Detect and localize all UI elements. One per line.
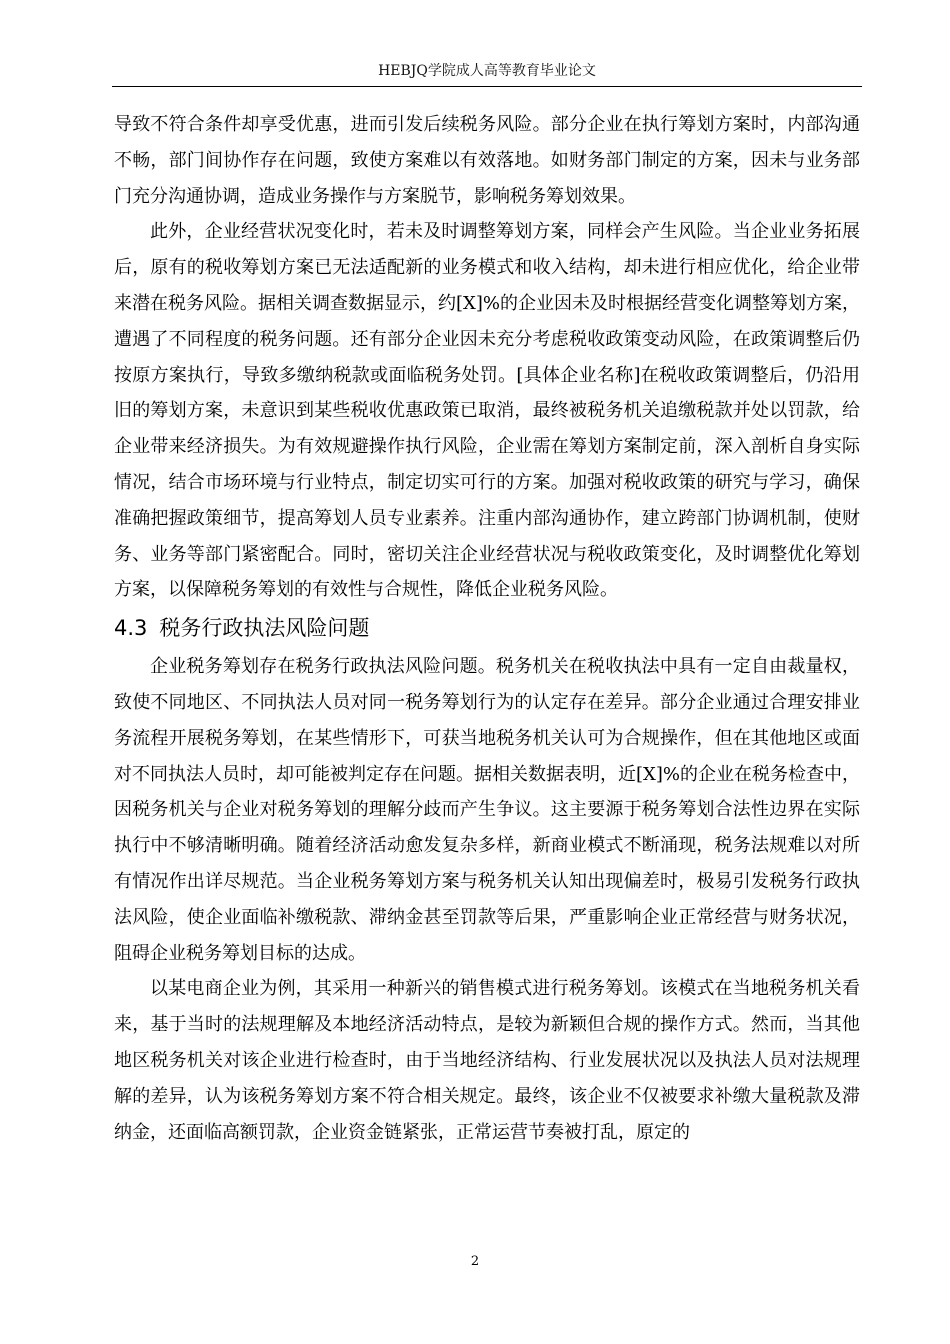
paragraph-enforcement-risk: 企业税务筹划存在税务行政执法风险问题。税务机关在税收执法中具有一定自由裁量权，致使不同地区、不同执法人员对同一税务筹划行为的认定存在差异。部分企业通过合理安排业务流程开展税务筹划，在某些情形下，可获当地税务机关认可为合规操作，但在其他地区或面对不同执法人员时，却可能被判定存在问题。据相关数据表明，近[X]%的企业在税务检查中，因税务机关与企业对税务筹划的理解分歧而产生争议。这主要源于税务筹划合法性边界在实际执行中不够清晰明确。随着经济活动愈发复杂多样，新商业模式不断涌现，税务法规难以对所有情况作出详尽规范。当企业税务筹划方案与税务机关认知出现偏差时，极易引发税务行政执法风险，使企业面临补缴税款、滞纳金甚至罚款等后果，严重影响企业正常经营与财务状况，阻碍企业税务筹划目标的达成。	[114, 656, 860, 964]
paragraph-case-example: 以某电商企业为例，其采用一种新兴的销售模式进行税务筹划。该模式在当地税务机关看来，基于当时的法规理解及本地经济活动特点，是较为新颖但合规的操作方式。然而，当其他地区税务机关对该企业进行检查时，由于当地经济结构、行业发展状况以及执法人员对法规理解的差异，认为该税务筹划方案不符合相关规定。最终，该企业不仅被要求补缴大量税款及滞纳金，还面临高额罚款，企业资金链紧张，正常运营节奏被打乱，原定的	[114, 978, 860, 1143]
page-header: HEBJQ学院成人高等教育毕业论文	[378, 63, 596, 79]
page-number: 2	[470, 1254, 480, 1269]
section-number: 4.3	[114, 616, 148, 641]
paragraph-operation-risk: 此外，企业经营状况变化时，若未及时调整筹划方案，同样会产生风险。当企业业务拓展后，原有的税收筹划方案已无法适配新的业务模式和收入结构，却未进行相应优化，给企业带来潜在税务风险。据相关调查数据显示，约[X]%的企业因未及时根据经营变化调整筹划方案，遭遇了不同程度的税务问题。还有部分企业因未充分考虑税收政策变动风险，在政策调整后仍按原方案执行，导致多缴纳税款或面临税务处罚。[具体企业名称]在税收政策调整后，仍沿用旧的筹划方案，未意识到某些税收优惠政策已取消，最终被税务机关追缴税款并处以罚款，给企业带来经济损失。为有效规避操作执行风险，企业需在筹划方案制定前，深入剖析自身实际情况，结合市场环境与行业特点，制定切实可行的方案。加强对税收政策的研究与学习，确保准确把握政策细节，提高筹划人员专业素养。注重内部沟通协作，建立跨部门协调机制，使财务、业务等部门紧密配合。同时，密切关注企业经营状况与税收政策变化，及时调整优化筹划方案，以保障税务筹划的有效性与合规性，降低企业税务风险。	[114, 221, 860, 601]
page-body	[114, 107, 860, 1150]
header-divider	[112, 86, 862, 87]
section-heading	[114, 610, 860, 646]
section-title: 税务行政执法风险问题	[159, 616, 370, 641]
paragraph-continuation: 导致不符合条件却享受优惠，进而引发后续税务风险。部分企业在执行筹划方案时，内部沟通不畅，部门间协作存在问题，致使方案难以有效落地。如财务部门制定的方案，因未与业务部门充分沟通协调，造成业务操作与方案脱节，影响税务筹划效果。	[114, 114, 860, 207]
